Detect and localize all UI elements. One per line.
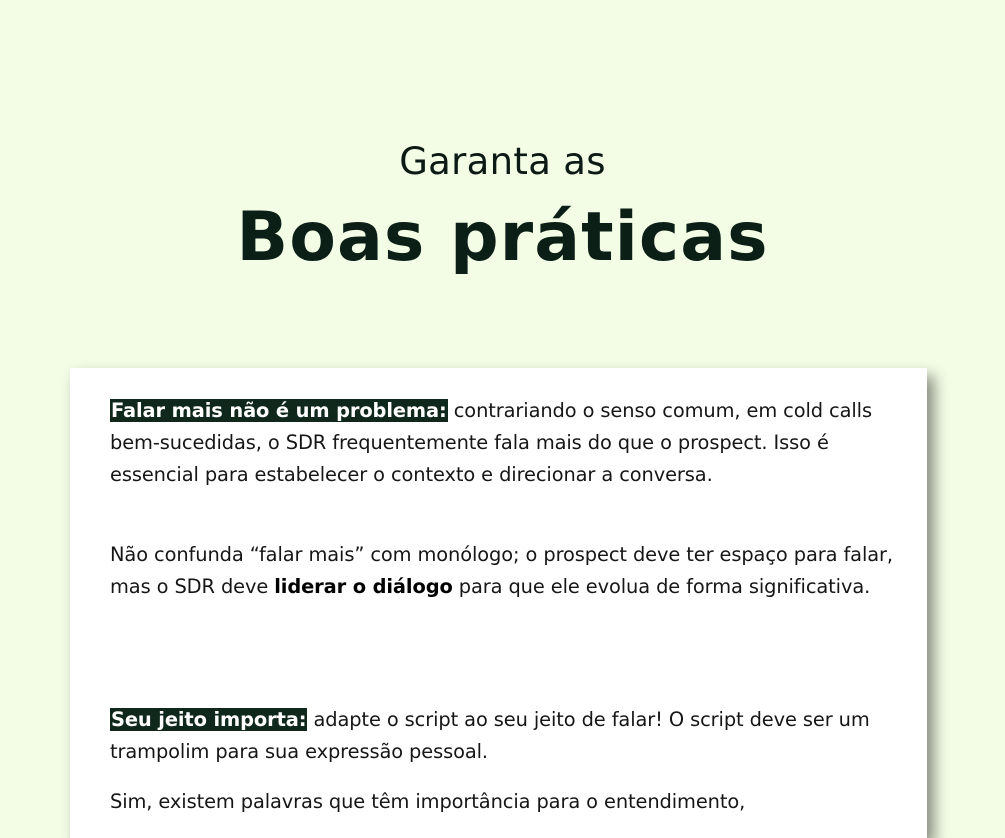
bold-liderar-dialogo: liderar o diálogo — [274, 575, 453, 598]
paragraph-text: adapte o script ao seu jeito de falar! O script deve ser um trampolim para sua expressão pessoal. — [110, 708, 870, 763]
page-subtitle: Garanta as — [399, 140, 606, 183]
highlight-falar-mais: Falar mais não é um problema: — [111, 399, 447, 422]
paragraph-palavras — [110, 786, 910, 818]
paragraph-seu-jeito — [110, 704, 910, 768]
paragraph-text: Sim, existem palavras que têm importância para o entendimento, — [110, 790, 746, 813]
content-card — [70, 368, 927, 838]
highlight-seu-jeito: Seu jeito importa: — [111, 708, 307, 731]
paragraph-monologo — [110, 539, 910, 603]
paragraph-text: Não confunda “falar mais” com monólogo; o prospect deve ter espaço para falar, mas o SDR deve — [110, 543, 893, 598]
paragraph-text: para que ele evolua de forma significativa. — [452, 575, 871, 598]
page-title: Boas práticas — [236, 198, 769, 277]
paragraph-falar-mais — [110, 395, 910, 491]
paragraph-text: contrariando o senso comum, em cold calls bem-sucedidas, o SDR frequentemente fala mais do que o prospect. Isso é essencial para estabelecer o contexto e direcionar a conversa. — [110, 399, 872, 486]
